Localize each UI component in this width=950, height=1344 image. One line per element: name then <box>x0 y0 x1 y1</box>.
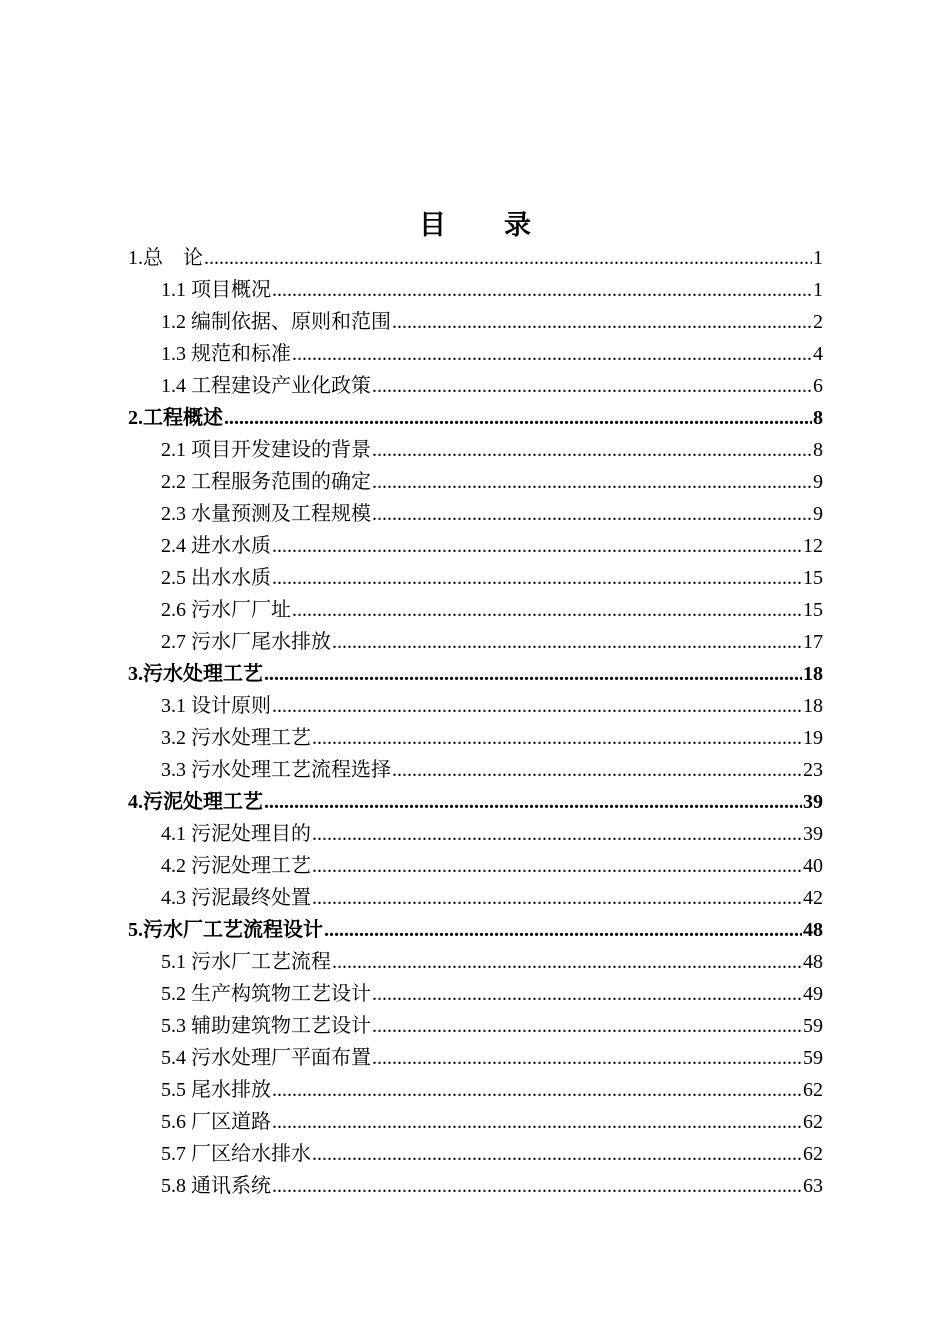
toc-section-entry[interactable] <box>128 370 823 402</box>
toc-dot-leader <box>312 818 802 850</box>
toc-section-entry[interactable] <box>128 562 823 594</box>
toc-entry-label: 4.3 污泥最终处置 <box>161 887 311 909</box>
toc-section-entry[interactable] <box>128 466 823 498</box>
toc-entry-label: 5.5 尾水排放 <box>161 1079 271 1101</box>
toc-section-entry[interactable] <box>128 1074 823 1106</box>
toc-dot-leader <box>312 1138 802 1170</box>
toc-entry-label: 3.2 污水处理工艺 <box>161 727 311 749</box>
toc-dot-leader <box>272 274 812 306</box>
toc-title <box>0 205 950 245</box>
toc-section-entry[interactable] <box>128 882 823 914</box>
toc-entry-label: 2.3 水量预测及工程规模 <box>161 503 371 525</box>
toc-chapter-entry[interactable] <box>128 914 823 946</box>
toc-entry-label: 2.4 进水水质 <box>161 535 271 557</box>
toc-entry-page-number: 48 <box>803 951 823 973</box>
toc-dot-leader <box>224 402 812 434</box>
toc-dot-leader <box>372 1010 802 1042</box>
toc-entry-label: 4.2 污泥处理工艺 <box>161 855 311 877</box>
toc-entry-page-number: 62 <box>803 1111 823 1133</box>
toc-entry-page-number: 23 <box>803 759 823 781</box>
toc-title-char-2: 录 <box>504 210 531 240</box>
toc-entry-page-number: 39 <box>803 791 823 813</box>
toc-section-entry[interactable] <box>128 1042 823 1074</box>
toc-entry-label: 1.4 工程建设产业化政策 <box>161 375 371 397</box>
toc-entry-page-number: 59 <box>803 1047 823 1069</box>
toc-section-entry[interactable] <box>128 754 823 786</box>
toc-entry-label: 2.7 污水厂尾水排放 <box>161 631 331 653</box>
toc-dot-leader <box>372 434 812 466</box>
toc-entry-label: 5.1 污水厂工艺流程 <box>161 951 331 973</box>
toc-entry-label: 2.1 项目开发建设的背景 <box>161 439 371 461</box>
toc-chapter-entry[interactable] <box>128 786 823 818</box>
toc-dot-leader <box>332 946 802 978</box>
toc-dot-leader <box>392 306 812 338</box>
toc-entry-page-number: 18 <box>803 695 823 717</box>
toc-entry-page-number: 17 <box>803 631 823 653</box>
toc-dot-leader <box>332 626 802 658</box>
toc-dot-leader <box>372 1042 802 1074</box>
toc-entry-page-number: 1 <box>813 279 823 301</box>
toc-entry-label: 5.7 厂区给水排水 <box>161 1143 311 1165</box>
toc-entry-label: 1.3 规范和标准 <box>161 343 291 365</box>
toc-section-entry[interactable] <box>128 690 823 722</box>
toc-entry-label: 2.工程概述 <box>128 407 223 429</box>
toc-entry-page-number: 39 <box>803 823 823 845</box>
toc-dot-leader <box>372 978 802 1010</box>
toc-dot-leader <box>292 338 812 370</box>
toc-entry-page-number: 62 <box>803 1079 823 1101</box>
toc-entry-page-number: 2 <box>813 311 823 333</box>
toc-section-entry[interactable] <box>128 946 823 978</box>
toc-entry-page-number: 40 <box>803 855 823 877</box>
toc-entry-page-number: 6 <box>813 375 823 397</box>
toc-chapter-entry[interactable] <box>128 658 823 690</box>
toc-dot-leader <box>292 594 802 626</box>
toc-dot-leader <box>204 242 812 274</box>
toc-entry-page-number: 63 <box>803 1175 823 1197</box>
toc-dot-leader <box>324 914 802 946</box>
toc-entry-label: 5.4 污水处理厂平面布置 <box>161 1047 371 1069</box>
toc-entry-page-number: 8 <box>813 439 823 461</box>
toc-dot-leader <box>272 690 802 722</box>
toc-section-entry[interactable] <box>128 498 823 530</box>
toc-dot-leader <box>392 754 802 786</box>
toc-dot-leader <box>272 1106 802 1138</box>
toc-section-entry[interactable] <box>128 306 823 338</box>
toc-entry-page-number: 4 <box>813 343 823 365</box>
toc-dot-leader <box>312 722 802 754</box>
toc-entry-page-number: 8 <box>813 407 823 429</box>
toc-entry-label: 2.5 出水水质 <box>161 567 271 589</box>
toc-section-entry[interactable] <box>128 722 823 754</box>
toc-entry-page-number: 9 <box>813 471 823 493</box>
toc-entry-page-number: 62 <box>803 1143 823 1165</box>
toc-dot-leader <box>372 498 812 530</box>
toc-entry-label: 5.2 生产构筑物工艺设计 <box>161 983 371 1005</box>
toc-section-entry[interactable] <box>128 626 823 658</box>
toc-entry-label: 5.8 通讯系统 <box>161 1175 271 1197</box>
toc-entry-label: 1.1 项目概况 <box>161 279 271 301</box>
toc-section-entry[interactable] <box>128 1010 823 1042</box>
toc-entry-page-number: 9 <box>813 503 823 525</box>
toc-entry-page-number: 18 <box>803 663 823 685</box>
toc-entry-label: 5.污水厂工艺流程设计 <box>128 919 323 941</box>
table-of-contents <box>128 242 823 1202</box>
toc-entry-label: 4.污泥处理工艺 <box>128 791 263 813</box>
toc-section-entry[interactable] <box>128 1170 823 1202</box>
toc-entry-label: 3.1 设计原则 <box>161 695 271 717</box>
toc-dot-leader <box>272 1170 802 1202</box>
toc-section-entry[interactable] <box>128 1138 823 1170</box>
toc-section-entry[interactable] <box>128 1106 823 1138</box>
toc-entry-page-number: 48 <box>803 919 823 941</box>
toc-entry-page-number: 42 <box>803 887 823 909</box>
toc-dot-leader <box>264 786 802 818</box>
toc-entry-label: 1.总 论 <box>128 247 203 269</box>
toc-entry-page-number: 12 <box>803 535 823 557</box>
toc-entry-label: 2.2 工程服务范围的确定 <box>161 471 371 493</box>
toc-section-entry[interactable] <box>128 978 823 1010</box>
toc-title-char-1: 目 <box>419 210 446 240</box>
toc-entry-page-number: 59 <box>803 1015 823 1037</box>
toc-section-entry[interactable] <box>128 338 823 370</box>
toc-entry-page-number: 19 <box>803 727 823 749</box>
toc-dot-leader <box>372 466 812 498</box>
toc-dot-leader <box>264 658 802 690</box>
toc-dot-leader <box>312 850 802 882</box>
toc-entry-page-number: 15 <box>803 567 823 589</box>
toc-dot-leader <box>272 1074 802 1106</box>
toc-dot-leader <box>312 882 802 914</box>
toc-entry-label: 4.1 污泥处理目的 <box>161 823 311 845</box>
toc-entry-label: 3.3 污水处理工艺流程选择 <box>161 759 391 781</box>
toc-section-entry[interactable] <box>128 274 823 306</box>
toc-dot-leader <box>272 562 802 594</box>
toc-dot-leader <box>372 370 812 402</box>
toc-entry-label: 2.6 污水厂厂址 <box>161 599 291 621</box>
toc-chapter-entry[interactable] <box>128 242 823 274</box>
toc-section-entry[interactable] <box>128 818 823 850</box>
toc-section-entry[interactable] <box>128 594 823 626</box>
toc-entry-label: 5.6 厂区道路 <box>161 1111 271 1133</box>
toc-dot-leader <box>272 530 802 562</box>
toc-entry-page-number: 15 <box>803 599 823 621</box>
toc-entry-label: 1.2 编制依据、原则和范围 <box>161 311 391 333</box>
toc-entry-page-number: 49 <box>803 983 823 1005</box>
toc-entry-page-number: 1 <box>813 247 823 269</box>
toc-entry-label: 5.3 辅助建筑物工艺设计 <box>161 1015 371 1037</box>
toc-section-entry[interactable] <box>128 850 823 882</box>
toc-entry-label: 3.污水处理工艺 <box>128 663 263 685</box>
toc-section-entry[interactable] <box>128 434 823 466</box>
toc-chapter-entry[interactable] <box>128 402 823 434</box>
toc-section-entry[interactable] <box>128 530 823 562</box>
